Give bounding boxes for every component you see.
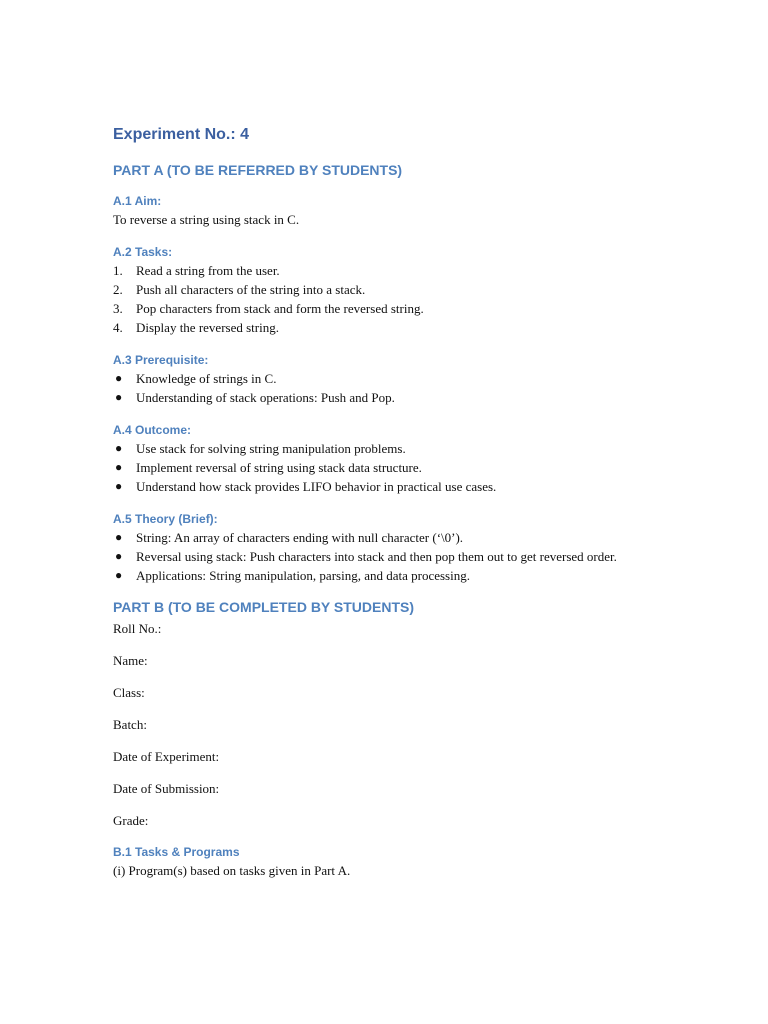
experiment-title: Experiment No.: 4: [113, 126, 250, 143]
aim-heading: A.1 Aim:: [113, 194, 162, 208]
list-item: ● Applications: String manipulation, parsing, and data processing.: [115, 568, 470, 583]
bullet-icon: ●: [115, 371, 123, 385]
part-b-heading: PART B (TO BE COMPLETED BY STUDENTS): [113, 599, 415, 615]
date-of-experiment-field: Date of Experiment:: [113, 749, 220, 764]
aim-text: To reverse a string using stack in C.: [113, 212, 300, 227]
bullet-icon: ●: [115, 390, 123, 404]
bullet-icon: ●: [115, 479, 123, 493]
list-item: 4. Display the reversed string.: [113, 320, 279, 335]
bullet-icon: ●: [115, 568, 123, 582]
bullet-icon: ●: [115, 460, 123, 474]
list-item: 3. Pop characters from stack and form the reversed string.: [113, 301, 424, 316]
outcome-list: [113, 439, 653, 496]
list-item: 1. Read a string from the user.: [113, 263, 280, 278]
list-item: ● String: An array of characters ending with null character (‘\0’).: [115, 530, 464, 545]
theory-heading: A.5 Theory (Brief):: [113, 512, 218, 526]
prerequisite-heading: A.3 Prerequisite:: [113, 353, 209, 367]
tasks-programs-heading: B.1 Tasks & Programs: [113, 845, 240, 859]
part-a-heading: PART A (TO BE REFERRED BY STUDENTS): [113, 162, 403, 178]
tasks-programs-text: (i) Program(s) based on tasks given in Part A.: [113, 863, 351, 878]
theory-list: [113, 528, 653, 585]
list-item: ● Use stack for solving string manipulation problems.: [115, 441, 406, 456]
document-content: [113, 124, 653, 880]
batch-field: Batch:: [113, 717, 147, 732]
list-item: ● Understanding of stack operations: Push and Pop.: [115, 390, 395, 405]
list-item: ● Implement reversal of string using stack data structure.: [115, 460, 422, 475]
tasks-heading: A.2 Tasks:: [113, 245, 173, 259]
tasks-list: [113, 261, 653, 337]
bullet-icon: ●: [115, 549, 123, 563]
list-item: ● Knowledge of strings in C.: [115, 371, 277, 386]
bullet-icon: ●: [115, 441, 123, 455]
list-item: 2. Push all characters of the string into a stack.: [113, 282, 366, 297]
name-field: Name:: [113, 653, 148, 668]
class-field: Class:: [113, 685, 145, 700]
outcome-heading: A.4 Outcome:: [113, 423, 192, 437]
date-of-submission-field: Date of Submission:: [113, 781, 220, 796]
prerequisite-list: [113, 369, 653, 407]
list-item: ● Understand how stack provides LIFO behavior in practical use cases.: [115, 479, 497, 494]
bullet-icon: ●: [115, 530, 123, 544]
roll-no-field: Roll No.:: [113, 621, 162, 636]
list-item: ● Reversal using stack: Push characters into stack and then pop them out to get reversed order.: [115, 549, 617, 564]
grade-field: Grade:: [113, 813, 149, 828]
